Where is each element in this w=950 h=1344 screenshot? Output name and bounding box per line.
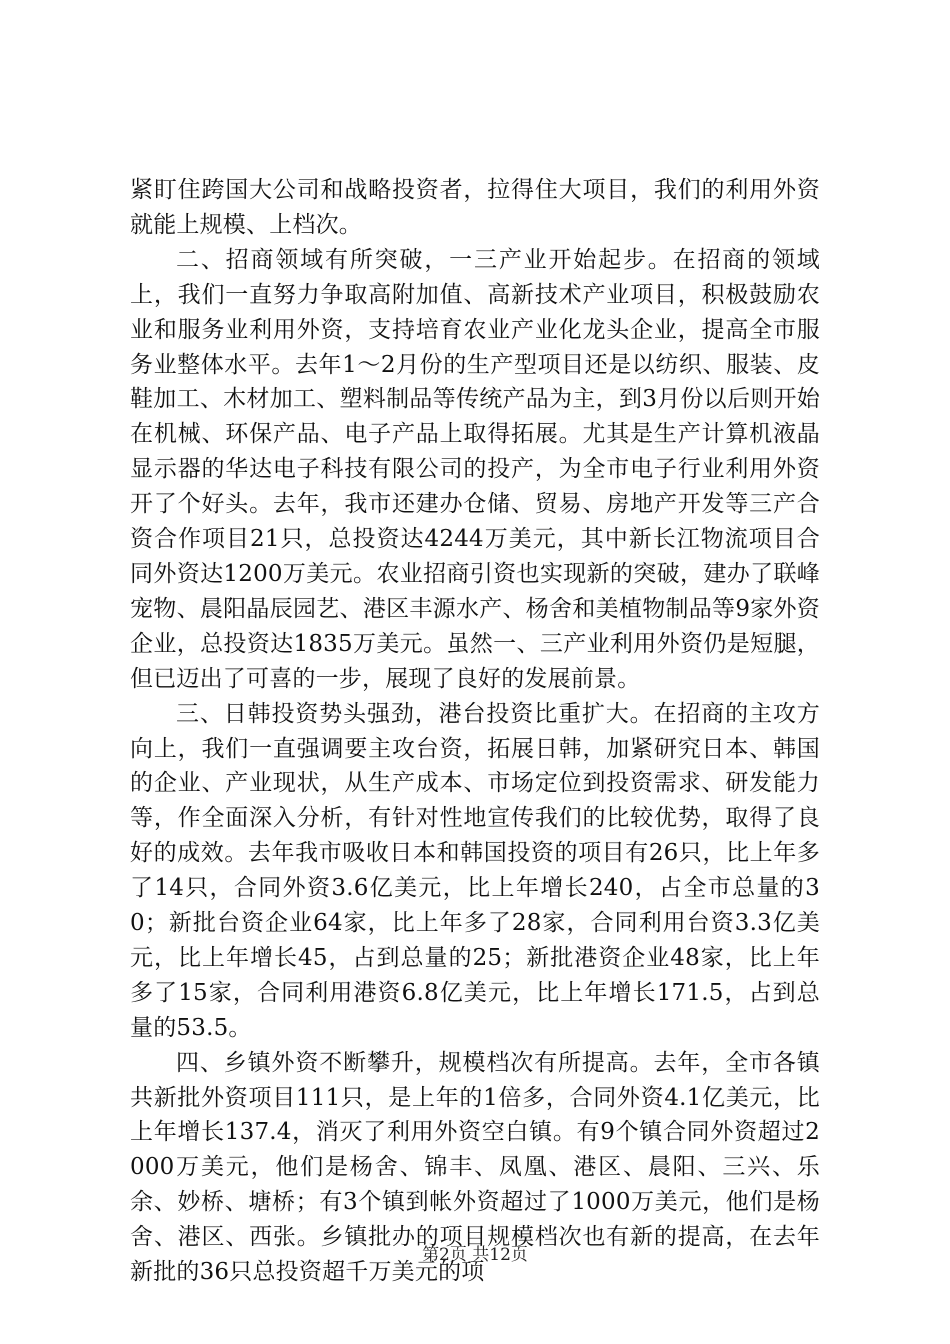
page-number-footer: 第2页 共12页 [422,1245,528,1265]
paragraph-section-three: 三、日韩投资势头强劲，港台投资比重扩大。在招商的主攻方向上，我们一直强调要主攻台资，拓展日韩，加紧研究日本、韩国的企业、产业现状，从生产成本、市场定位到投资需求、研发能力等，作全面深入分析，有针对性地宣传我们的比较优势，取得了良好的成效。去年我市吸收日本和韩国投资的项目有26只，比上年多了14只，合同外资3.6亿美元，比上年增长240，占全市总量的30；新批台资企业64家，比上年多了28家，合同利用台资3.3亿美元，比上年增长45，占到总量的25；新批港资企业48家，比上年多了15家，合同利用港资6.8亿美元，比上年增长171.5，占到总量的53.5。 [130,700,820,1041]
paragraph-section-four: 四、乡镇外资不断攀升，规模档次有所提高。去年，全市各镇共新批外资项目111只，是上年的1倍多，合同外资4.1亿美元，比上年增长137.4，消灭了利用外资空白镇。有9个镇合同外资超过2000万美元，他们是杨舍、锦丰、凤凰、港区、晨阳、三兴、乐余、妙桥、塘桥；有3个镇到帐外资超过了1000万美元，他们是杨舍、港区、西张。乡镇批办的项目规模档次也有新的提高，在去年新批的36只总投资超千万美元的项 [130,1049,820,1286]
document-body [130,173,820,1290]
paragraph-section-two: 二、招商领域有所突破，一三产业开始起步。在招商的领域上，我们一直努力争取高附加值、高新技术产业项目，积极鼓励农业和服务业利用外资，支持培育农业产业化龙头企业，提高全市服务业整体水平。去年1～2月份的生产型项目还是以纺织、服装、皮鞋加工、木材加工、塑料制品等传统产品为主，到3月份以后则开始在机械、环保产品、电子产品上取得拓展。尤其是生产计算机液晶显示器的华达电子科技有限公司的投产，为全市电子行业利用外资开了个好头。去年，我市还建办仓储、贸易、房地产开发等三产合资合作项目21只，总投资达4244万美元，其中新长江物流项目合同外资达1200万美元。农业招商引资也实现新的突破，建办了联峰宠物、晨阳晶辰园艺、港区丰源水产、杨舍和美植物制品等9家外资企业，总投资达1835万美元。虽然一、三产业利用外资仍是短腿，但已迈出了可喜的一步，展现了良好的发展前景。 [130,246,820,692]
paragraph-continuation: 紧盯住跨国大公司和战略投资者，拉得住大项目，我们的利用外资就能上规模、上档次。 [130,177,820,238]
